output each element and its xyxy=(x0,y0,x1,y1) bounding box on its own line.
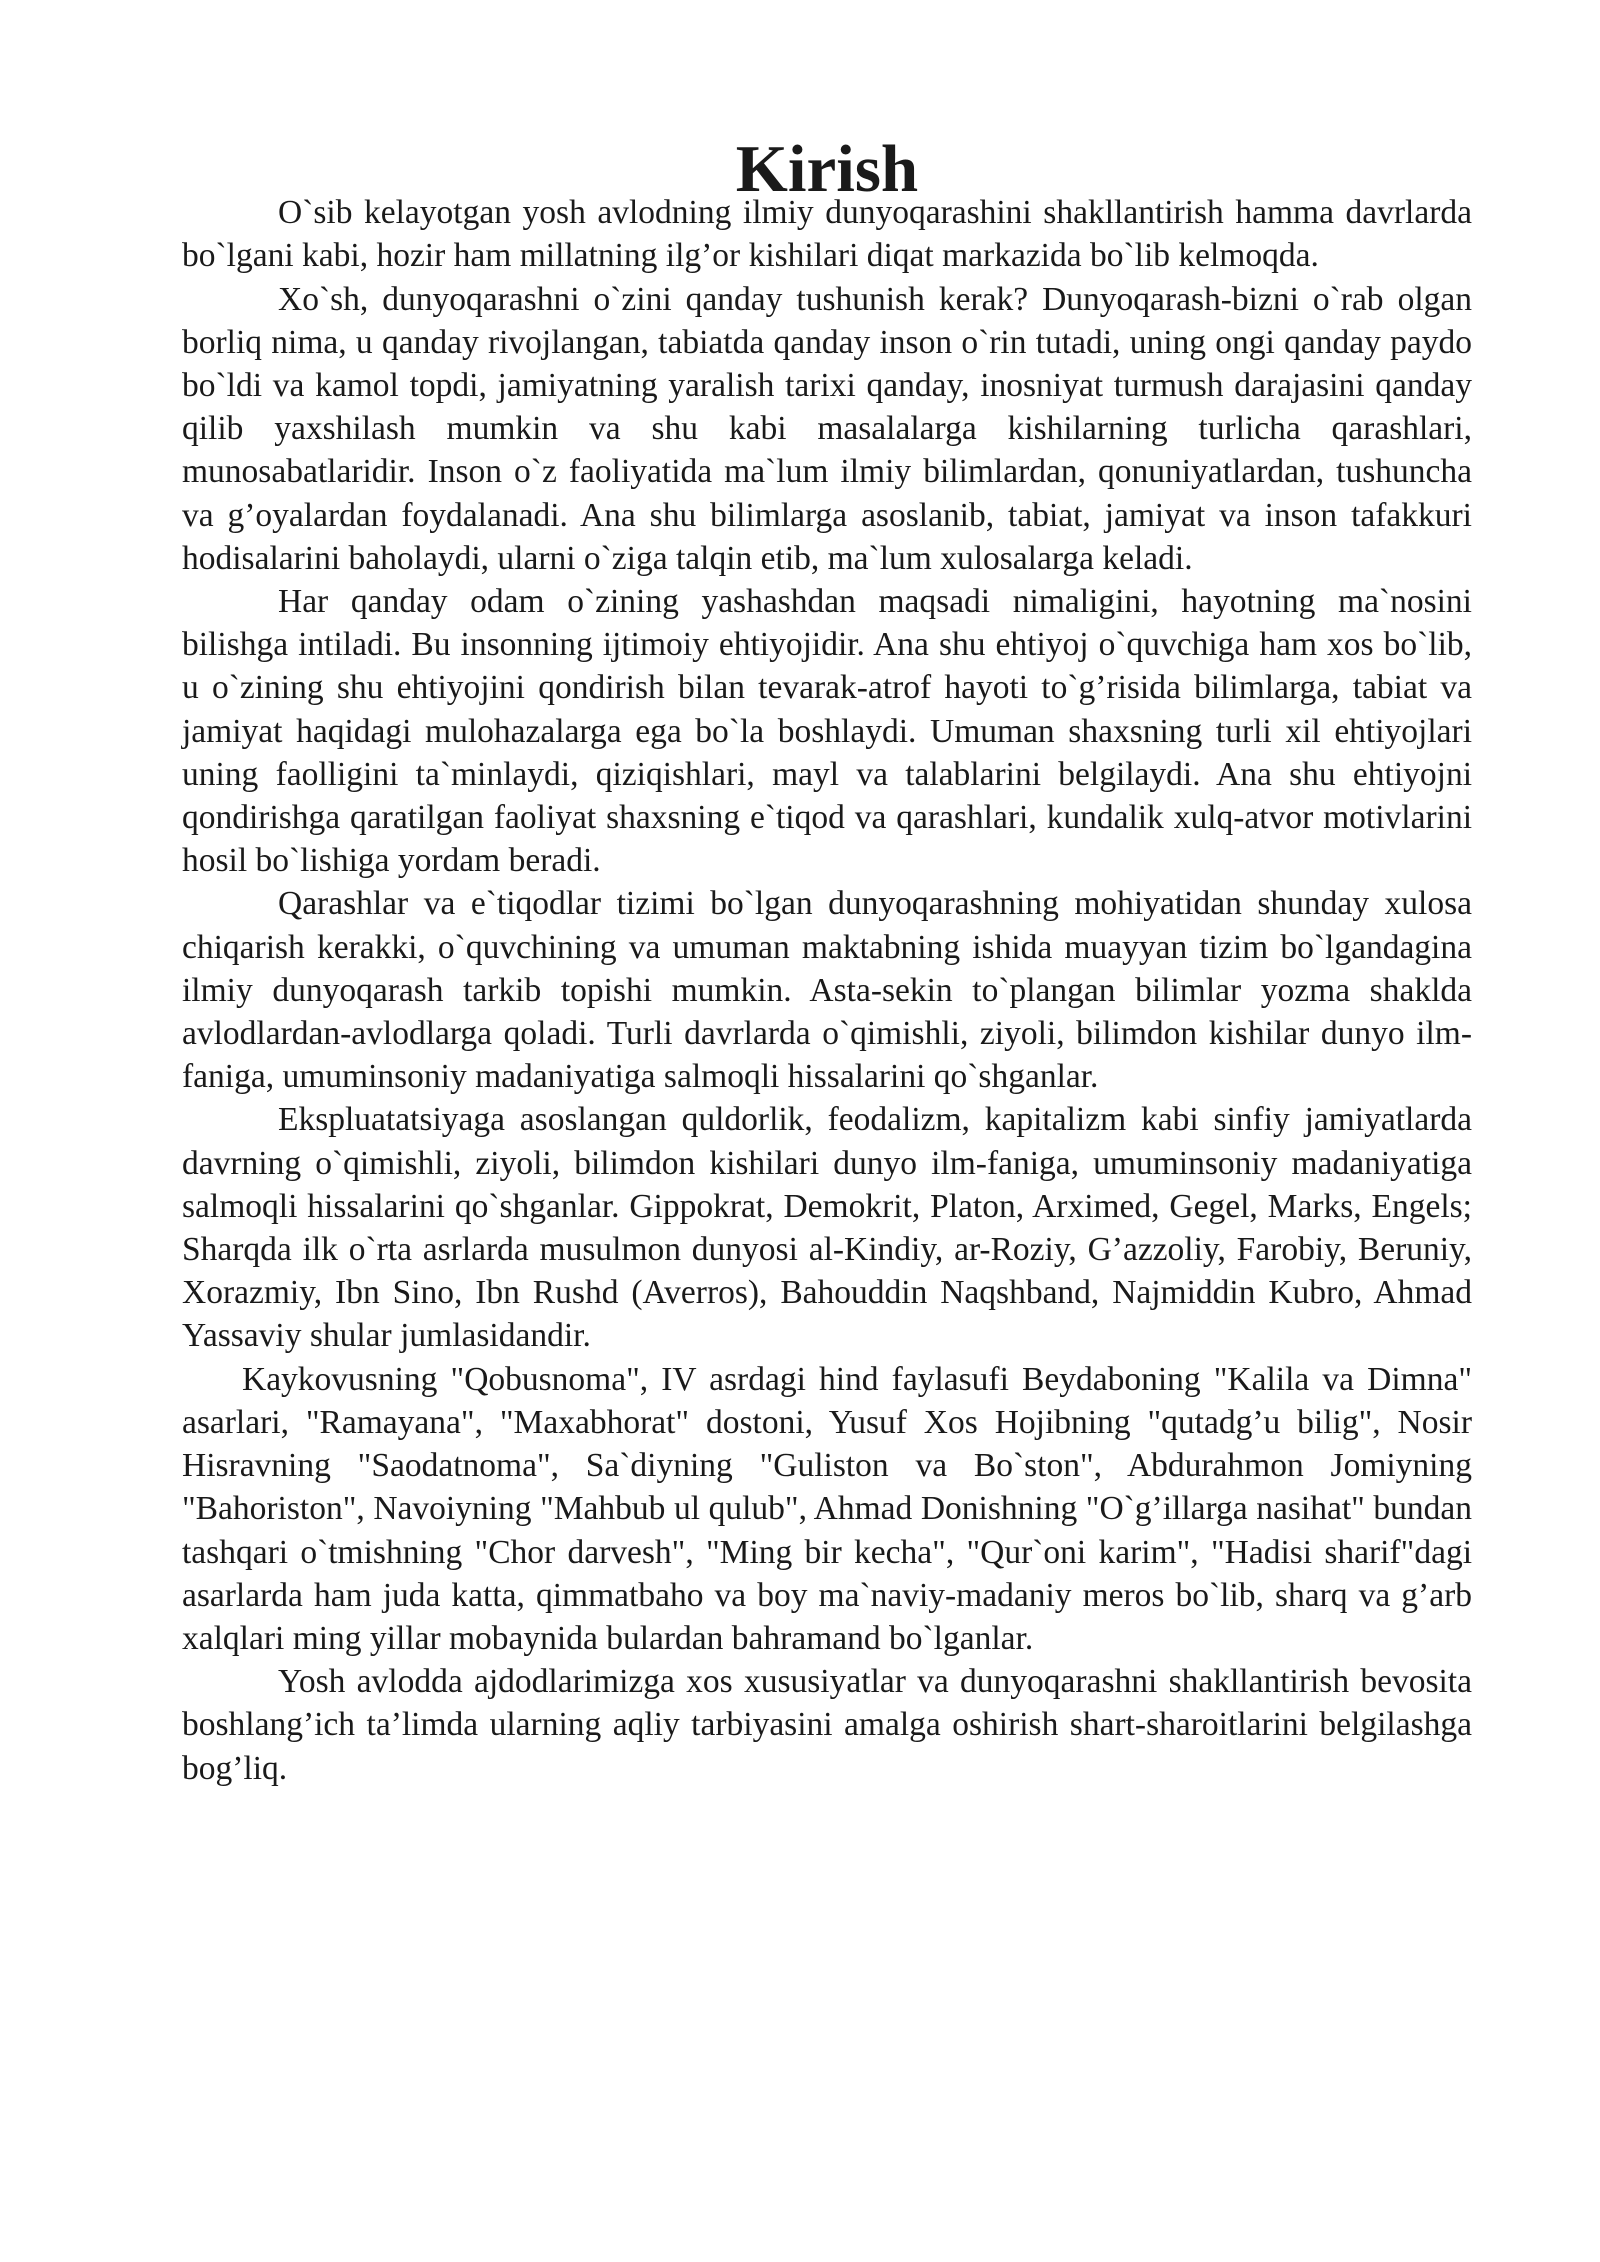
paragraph-4: Qarashlar va e`tiqodlar tizimi bo`lgan dunyoqarashning mohiyatidan shunday xulosa chiqarish kerakki, o`quvchining va umuman maktabning ishida muayyan tizim bo`lgandagina ilmiy dunyoqarash tarkib topishi mumkin. Asta-sekin to`plangan bilimlar yozma shaklda avlodlardan-avlodlarga qoladi. Turli davrlarda o`qimishli, ziyoli, bilimdon kishilar dunyo ilm-faniga, umuminsoniy madaniyatiga salmoqli hissalarini qo`shganlar. xyxy=(182,885,1472,1096)
paragraph-6: Kaykovusning "Qobusnoma", IV asrdagi hind faylasufi Beydaboning "Kalila va Dimna" asarlari, "Ramayana", "Maxabhorat" dostoni, Yusuf Xos Hojibning "qutadg’u bilig", Nosir Hisravning "Saodatnoma", Sa`diyning "Guliston va Bo`ston", Abdurahmon Jomiyning "Bahoriston", Navoiyning "Mahbub ul qulub", Ahmad Donishning "O`g’illarga nasihat" bundan tashqari o`tmishning "Chor darvesh", "Ming bir kecha", "Qur`oni karim", "Hadisi sharif"dagi asarlarda ham juda katta, qimmatbaho va boy ma`naviy-madaniy meros bo`lib, sharq va g’arb xalqlari ming yillar mobaynida bulardan bahramand bo`lganlar. xyxy=(182,1360,1472,1657)
document-title: Kirish xyxy=(735,132,919,206)
paragraph-3: Har qanday odam o`zining yashashdan maqsadi nimaligini, hayotning ma`nosini bilishga intiladi. Bu insonning ijtimoiy ehtiyojidir. Ana shu ehtiyoj o`quvchiga ham xos bo`lib, u o`zining shu ehtiyojini qondirish bilan tevarak-atrof hayoti to`g’risida bilimlarga, tabiat va jamiyat haqidagi mulohazalarga ega bo`la boshlaydi. Umuman shaxsning turli xil ehtiyojlari uning faolligini ta`minlaydi, qiziqishlari, mayl va talablarini belgilaydi. Ana shu ehtiyojni qondirishga qaratilgan faoliyat shaxsning e`tiqod va qarashlari, kundalik xulq-atvor motivlarini hosil bo`lishiga yordam beradi. xyxy=(182,583,1472,880)
paragraph-2: Xo`sh, dunyoqarashni o`zini qanday tushunish kerak? Dunyoqarash-bizni o`rab olgan borliq nima, u qanday rivojlangan, tabiatda qanday inson o`rin tutadi, uning ongi qanday paydo bo`ldi va kamol topdi, jamiyatning yaralish tarixi qanday, inosniyat turmush darajasini qanday qilib yaxshilash mumkin va shu kabi masalalarga kishilarning turlicha qarashlari, munosabatlaridir. Inson o`z faoliyatida ma`lum ilmiy bilimlardan, qonuniyatlardan, tushuncha va g’oyalardan foydalanadi. Ana shu bilimlarga asoslanib, tabiat, jamiyat va inson tafakkuri hodisalarini baholaydi, ularni o`ziga talqin etib, ma`lum xulosalarga keladi. xyxy=(182,280,1472,577)
paragraph-7: Yosh avlodda ajdodlarimizga xos xususiyatlar va dunyoqarashni shakllantirish bevosita boshlang’ich ta’limda ularning aqliy tarbiyasini amalga oshirish shart-sharoitlarini belgilashga bog’liq. xyxy=(182,1663,1472,1787)
paragraph-5: Ekspluatatsiyaga asoslangan quldorlik, feodalizm, kapitalizm kabi sinfiy jamiyatlarda davrning o`qimishli, ziyoli, bilimdon kishilari dunyo ilm-faniga, umuminsoniy madaniyatiga salmoqli hissalarini qo`shganlar. Gippokrat, Demokrit, Platon, Arximed, Gegel, Marks, Engels; Sharqda ilk o`rta asrlarda musulmon dunyosi al-Kindiy, ar-Roziy, G’azzoliy, Farobiy, Beruniy, Xorazmiy, Ibn Sino, Ibn Rushd (Averros), Bahouddin Naqshband, Najmiddin Kubro, Ahmad Yassaviy shular jumlasidandir. xyxy=(182,1101,1472,1355)
document-body xyxy=(182,132,1472,1790)
paragraph-1: O`sib kelayotgan yosh avlodning ilmiy dunyoqarashini shakllantirish hamma davrlarda bo`lgani kabi, hozir ham millatning ilg’or kishilari diqat markazida bo`lib kelmoqda. xyxy=(182,194,1472,275)
